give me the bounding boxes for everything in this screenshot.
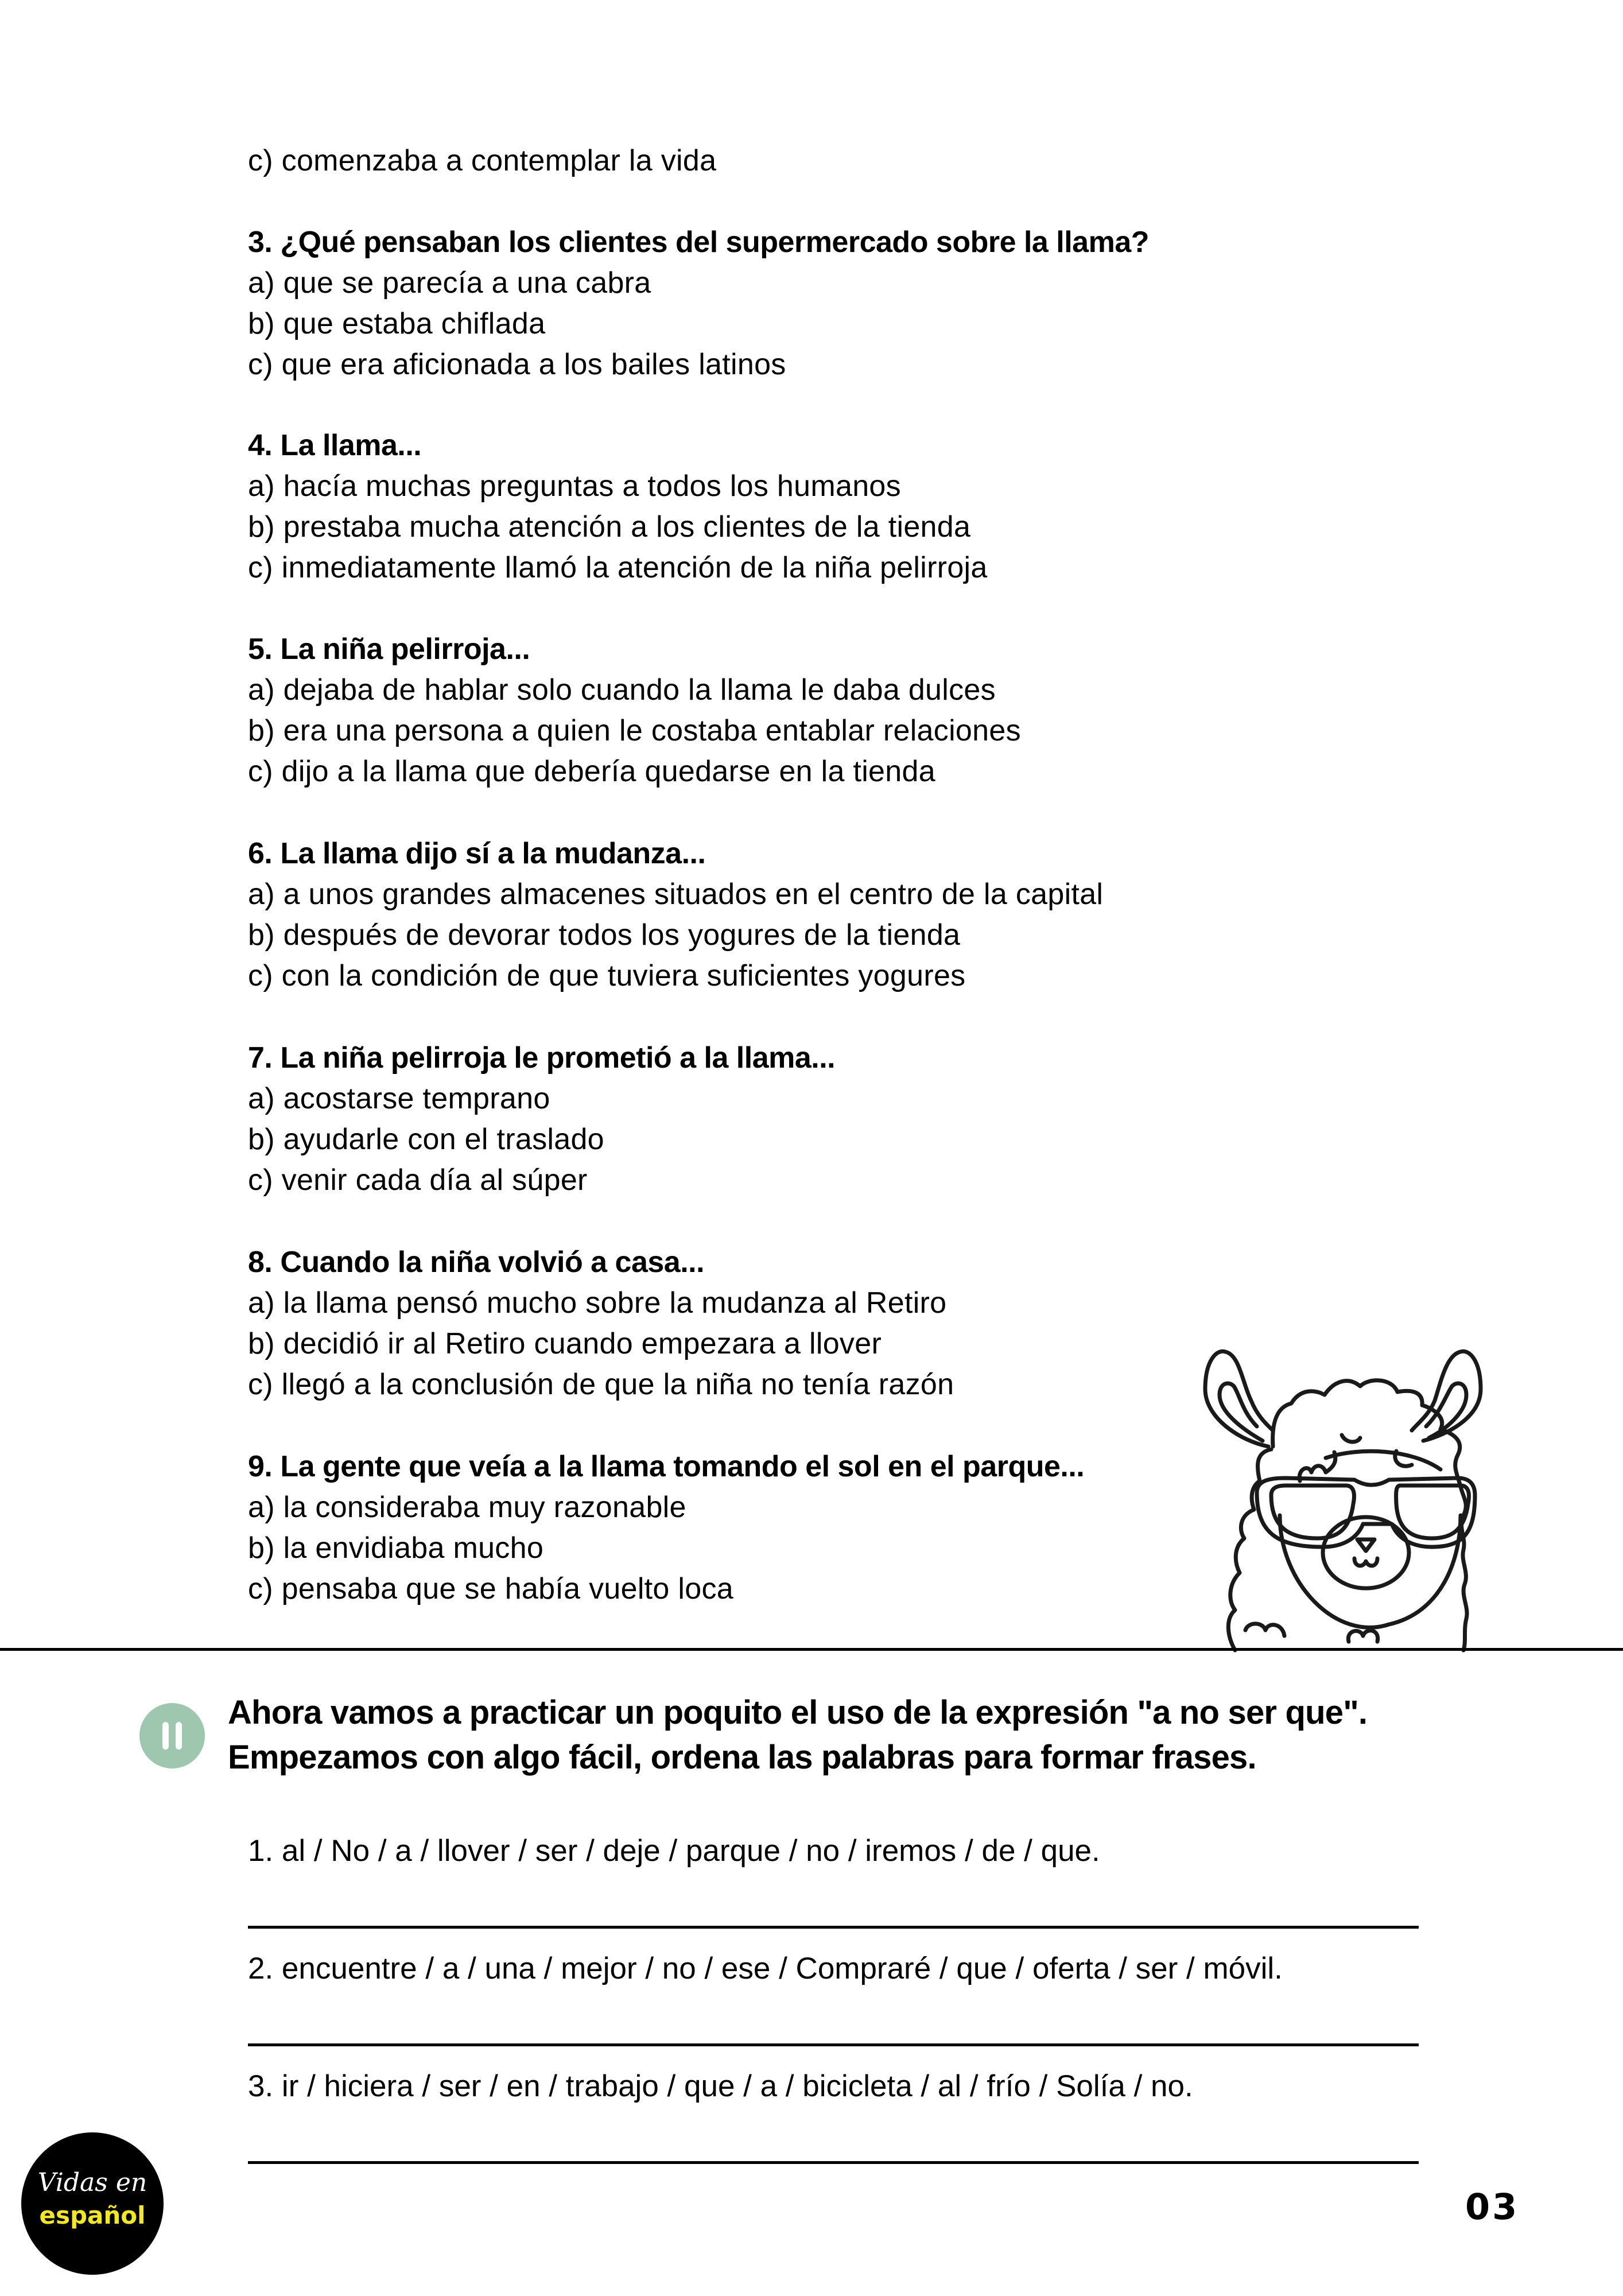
option-a: a) la llama pensó mucho sobre la mudanza al Retiro — [248, 1286, 947, 1320]
nose — [1357, 1539, 1374, 1551]
option-a: a) hacía muchas preguntas a todos los humanos — [248, 470, 901, 503]
question-5 — [248, 629, 1224, 792]
hair-curl — [1326, 1451, 1440, 1469]
option-c: c) pensaba que se había vuelto loca — [248, 1572, 733, 1605]
exercise-1: 1. al / No / a / llover / ser / deje / parque / no / iremos / de / que. — [248, 1834, 1100, 1868]
option-c: c) con la condición de que tuviera suficientes yogures — [248, 959, 966, 992]
fur-mark-left — [1245, 1624, 1284, 1636]
option-b: b) la envidiaba mucho — [248, 1531, 544, 1565]
numeral-bar-icon — [162, 1722, 169, 1750]
option-b: b) ayudarle con el traslado — [248, 1123, 604, 1156]
question-6 — [248, 833, 1224, 996]
glasses-right-lens — [1396, 1486, 1469, 1538]
mouth — [1354, 1558, 1377, 1566]
numeral-bar-icon — [176, 1722, 182, 1750]
option-b: b) después de devorar todos los yogures de la tienda — [248, 918, 961, 952]
quiz-section — [248, 141, 1224, 181]
instruction-line-2: Empezamos con algo fácil, ordena las palabras para formar frases. — [228, 1739, 1256, 1776]
option-c: c) que era aficionada a los bailes latinos — [248, 348, 786, 381]
instruction-line-1: Ahora vamos a practicar un poquito el uso de la expresión "a no ser que". — [228, 1694, 1368, 1731]
option-b: b) era una persona a quien le costaba entablar relaciones — [248, 714, 1021, 747]
logo-script-text: Vidas en — [37, 2168, 147, 2197]
brand-logo — [21, 2132, 164, 2275]
option-c: c) llegó a la conclusión de que la niña no tenía razón — [248, 1368, 954, 1401]
question-title: 5. La niña pelirroja... — [248, 633, 530, 666]
question-title: 7. La niña pelirroja le prometió a la llama... — [248, 1041, 836, 1075]
option-b: b) prestaba mucha atención a los clientes de la tienda — [248, 510, 971, 544]
answer-line-1[interactable] — [248, 1926, 1419, 1929]
question-title: 3. ¿Qué pensaban los clientes del supermercado sobre la llama? — [248, 226, 1150, 259]
question-3 — [248, 222, 1224, 385]
option-text: c) comenzaba a contemplar la vida — [248, 144, 717, 177]
answer-line-3[interactable] — [248, 2161, 1419, 2164]
option-b: b) que estaba chiflada — [248, 307, 546, 340]
option-c: c) inmediatamente llamó la atención de la niña pelirroja — [248, 551, 988, 584]
section-divider — [0, 1648, 1623, 1651]
logo-word-text: español — [39, 2201, 146, 2229]
hair-curl-3 — [1342, 1435, 1360, 1442]
fur-mark-right — [1348, 1631, 1377, 1642]
option-a: a) dejaba de hablar solo cuando la llama le daba dulces — [248, 673, 996, 707]
option-a: a) que se parecía a una cabra — [248, 266, 651, 300]
question-7 — [248, 1038, 1224, 1201]
option-a: a) a unos grandes almacenes situados en el centro de la capital — [248, 878, 1104, 911]
page-number: 03 — [1465, 2186, 1520, 2228]
question-title: 4. La llama... — [248, 429, 422, 462]
exercise-2: 2. encuentre / a / una / mejor / no / ese / Compraré / que / oferta / ser / móvil. — [248, 1952, 1283, 1985]
answer-line-2[interactable] — [248, 2043, 1419, 2046]
llama-illustration — [1171, 1332, 1527, 1653]
option-a: a) la consideraba muy razonable — [248, 1491, 686, 1524]
face — [1280, 1515, 1461, 1627]
option-a: a) acostarse temprano — [248, 1082, 550, 1115]
question-9 — [248, 1446, 1224, 1609]
glasses-left-lens — [1271, 1486, 1354, 1538]
option-c: c) venir cada día al súper — [248, 1163, 588, 1197]
section-two-badge-icon — [139, 1703, 205, 1768]
option-b: b) decidió ir al Retiro cuando empezara a llover — [248, 1327, 882, 1360]
section-two-instructions — [228, 1690, 1367, 1780]
question-title: 6. La llama dijo sí a la mudanza... — [248, 837, 706, 870]
question-title: 9. La gente que veía a la llama tomando el sol en el parque... — [248, 1450, 1085, 1483]
question-4 — [248, 425, 1224, 588]
question-title: 8. Cuando la niña volvió a casa... — [248, 1246, 705, 1279]
option-c: c) dijo a la llama que debería quedarse en la tienda — [248, 755, 935, 788]
exercise-3: 3. ir / hiciera / ser / en / trabajo / que / a / bicicleta / al / frío / Solía / no. — [248, 2069, 1193, 2103]
question-8 — [248, 1242, 1224, 1405]
